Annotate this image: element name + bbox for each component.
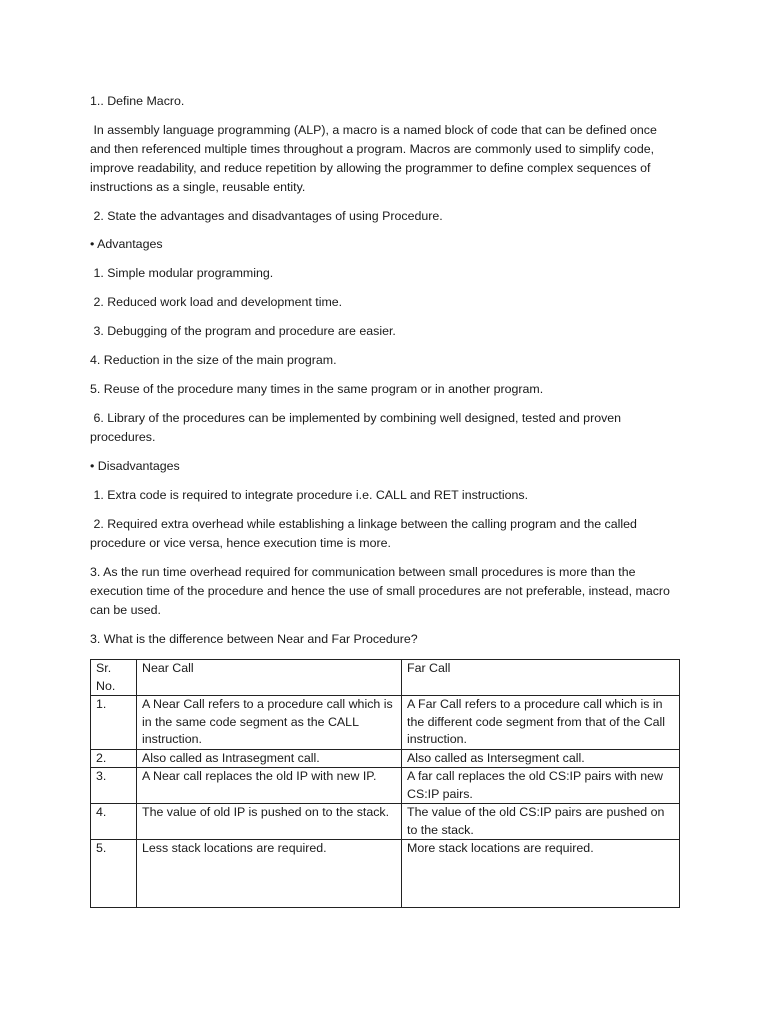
- cell-sr-no: 1.: [91, 696, 137, 750]
- header-far-call: Far Call: [402, 660, 680, 696]
- near-far-comparison-table: [90, 659, 680, 908]
- disadvantages-title: • Disadvantages: [90, 459, 180, 473]
- disadvantage-item: 1. Extra code is required to integrate procedure i.e. CALL and RET instructions.: [90, 488, 529, 502]
- document-page: [90, 92, 680, 908]
- cell-near-call: Also called as Intrasegment call.: [137, 749, 402, 768]
- q1-answer: In assembly language programming (ALP), a macro is a named block of code that can be defined once and then referenced multiple times throughout a program. Macros are commonly used to simplify code, improve readability, and reduce repetition by allowing the programmer to define complex sequences of instructions as a single, reusable entity.: [90, 123, 661, 194]
- cell-far-call: A Far Call refers to a procedure call which is in the different code segment from that of the Call instruction.: [402, 696, 680, 750]
- advantage-item: 6. Library of the procedures can be implemented by combining well designed, tested and proven procedures.: [90, 411, 625, 444]
- table-row: [91, 840, 680, 908]
- table-header-row: [91, 660, 680, 696]
- header-sr-no: Sr. No.: [91, 660, 137, 696]
- cell-far-call: The value of the old CS:IP pairs are pushed on to the stack.: [402, 804, 680, 840]
- disadvantage-item: 2. Required extra overhead while establishing a linkage between the calling program and the called procedure or vice versa, hence execution time is more.: [90, 517, 641, 550]
- advantage-item: 2. Reduced work load and development time.: [90, 295, 343, 309]
- header-near-call: Near Call: [137, 660, 402, 696]
- cell-sr-no: 5.: [91, 840, 137, 908]
- cell-near-call: A Near call replaces the old IP with new IP.: [137, 768, 402, 804]
- cell-far-call: More stack locations are required.: [402, 840, 680, 908]
- table-row: [91, 696, 680, 750]
- disadvantage-item: 3. As the run time overhead required for communication between small procedures is more than the execution time of the procedure and hence the use of small procedures are not preferable, instead, macro can be used.: [90, 565, 674, 617]
- advantage-item: 4. Reduction in the size of the main program.: [90, 353, 337, 367]
- advantages-title: • Advantages: [90, 237, 163, 251]
- q3-heading: 3. What is the difference between Near and Far Procedure?: [90, 632, 418, 646]
- table-row: [91, 804, 680, 840]
- cell-near-call: Less stack locations are required.: [137, 840, 402, 908]
- table-row: [91, 768, 680, 804]
- cell-near-call: A Near Call refers to a procedure call which is in the same code segment as the CALL instruction.: [137, 696, 402, 750]
- cell-sr-no: 4.: [91, 804, 137, 840]
- q2-heading: 2. State the advantages and disadvantages of using Procedure.: [90, 209, 443, 223]
- advantage-item: 3. Debugging of the program and procedure are easier.: [90, 324, 396, 338]
- cell-near-call: The value of old IP is pushed on to the stack.: [137, 804, 402, 840]
- cell-sr-no: 3.: [91, 768, 137, 804]
- advantage-item: 5. Reuse of the procedure many times in the same program or in another program.: [90, 382, 544, 396]
- cell-far-call: A far call replaces the old CS:IP pairs with new CS:IP pairs.: [402, 768, 680, 804]
- table-row: [91, 749, 680, 768]
- q1-heading: 1.. Define Macro.: [90, 94, 185, 108]
- cell-sr-no: 2.: [91, 749, 137, 768]
- advantage-item: 1. Simple modular programming.: [90, 266, 274, 280]
- cell-far-call: Also called as Intersegment call.: [402, 749, 680, 768]
